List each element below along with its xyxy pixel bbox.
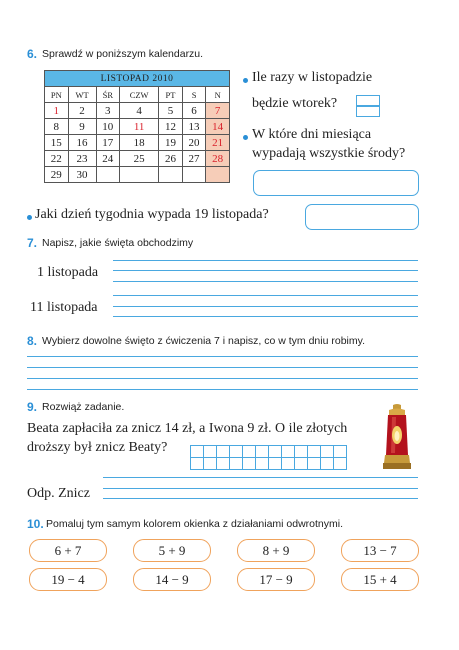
calendar-day: 7 xyxy=(206,103,230,119)
calendar-title: LISTOPAD 2010 xyxy=(45,71,230,87)
calendar-day: 22 xyxy=(45,151,69,167)
answer-field-day-of-week[interactable] xyxy=(305,204,419,230)
question-tuesdays-line2: będzie wtorek? xyxy=(252,96,338,111)
calendar-header-sun: N xyxy=(206,87,230,103)
task-10-number: 10. xyxy=(27,517,44,531)
calendar-day: 1 xyxy=(45,103,69,119)
calendar-day: 20 xyxy=(182,135,206,151)
operation-pill[interactable]: 14 − 9 xyxy=(133,568,211,591)
operation-pill[interactable]: 19 − 4 xyxy=(29,568,107,591)
calendar-header-sat: S xyxy=(182,87,206,103)
calendar-day: 25 xyxy=(120,151,159,167)
calendar-header-mon: PN xyxy=(45,87,69,103)
calculation-grid[interactable] xyxy=(190,445,347,470)
calendar-header-wed: ŚR xyxy=(96,87,120,103)
word-problem-line1: Beata zapłaciła za znicz 14 zł, a Iwona 9 zł. O ile złotych xyxy=(27,421,348,436)
calendar-day: 26 xyxy=(159,151,183,167)
answer-line[interactable] xyxy=(27,367,418,368)
calendar-day: 17 xyxy=(96,135,120,151)
calendar-day: 28 xyxy=(206,151,230,167)
task-8-instruction: Wybierz dowolne święto z ćwiczenia 7 i napisz, co w tym dniu robimy. xyxy=(42,335,365,347)
answer-line[interactable] xyxy=(27,378,418,379)
calendar-day: 9 xyxy=(68,119,96,135)
calendar-day: 29 xyxy=(45,167,69,183)
bullet-icon xyxy=(243,135,248,140)
bullet-icon xyxy=(243,78,248,83)
calendar-day: 12 xyxy=(159,119,183,135)
calendar-header-thu: CZW xyxy=(120,87,159,103)
task-6-number: 6. xyxy=(27,47,38,61)
answer-line[interactable] xyxy=(27,389,418,390)
grave-candle-icon xyxy=(382,403,412,473)
task-8-number: 8. xyxy=(27,334,38,348)
bullet-icon xyxy=(27,215,32,220)
question-day-of-week: Jaki dzień tygodnia wypada 19 listopada? xyxy=(35,207,269,222)
calendar-day: 27 xyxy=(182,151,206,167)
calendar-day: 14 xyxy=(206,119,230,135)
word-problem-line2: droższy był znicz Beaty? xyxy=(27,440,168,455)
calendar-day: 3 xyxy=(96,103,120,119)
calendar-header-tue: WT xyxy=(68,87,96,103)
operation-pill[interactable]: 13 − 7 xyxy=(341,539,419,562)
calendar-day: 30 xyxy=(68,167,96,183)
calendar-day: 15 xyxy=(45,135,69,151)
answer-field-wednesdays[interactable] xyxy=(253,170,419,196)
answer-box-tuesdays[interactable] xyxy=(356,95,380,117)
operation-pill[interactable]: 15 + 4 xyxy=(341,568,419,591)
holiday-label-nov11: 11 listopada xyxy=(30,300,98,315)
answer-line[interactable] xyxy=(113,295,418,296)
question-wednesdays-line2: wypadają wszystkie środy? xyxy=(252,146,406,161)
calendar-day: 11 xyxy=(120,119,159,135)
answer-line[interactable] xyxy=(103,498,418,499)
calendar-day: 5 xyxy=(159,103,183,119)
answer-label: Odp. Znicz xyxy=(27,486,90,501)
calendar-day: 2 xyxy=(68,103,96,119)
calendar-day: 10 xyxy=(96,119,120,135)
calendar-day xyxy=(96,167,120,183)
calendar-day: 19 xyxy=(159,135,183,151)
calendar-header-fri: PT xyxy=(159,87,183,103)
task-10-instruction: Pomaluj tym samym kolorem okienka z działaniami odwrotnymi. xyxy=(46,518,344,530)
task-9-instruction: Rozwiąż zadanie. xyxy=(42,401,125,413)
answer-line[interactable] xyxy=(103,477,418,478)
calendar-day: 16 xyxy=(68,135,96,151)
answer-box-divider xyxy=(357,105,379,107)
calendar-day: 13 xyxy=(182,119,206,135)
calendar-day xyxy=(159,167,183,183)
calendar-november-2010 xyxy=(44,70,230,183)
answer-line[interactable] xyxy=(113,260,418,261)
calendar-day: 6 xyxy=(182,103,206,119)
calendar-day xyxy=(182,167,206,183)
answer-line[interactable] xyxy=(27,356,418,357)
holiday-label-nov1: 1 listopada xyxy=(37,265,99,280)
answer-line[interactable] xyxy=(113,270,418,271)
answer-line[interactable] xyxy=(113,306,418,307)
operation-pill[interactable]: 17 − 9 xyxy=(237,568,315,591)
operation-pill[interactable]: 8 + 9 xyxy=(237,539,315,562)
operation-pill[interactable]: 6 + 7 xyxy=(29,539,107,562)
calendar-day xyxy=(206,167,230,183)
calendar-day xyxy=(120,167,159,183)
calendar-day: 4 xyxy=(120,103,159,119)
calendar-day: 8 xyxy=(45,119,69,135)
calendar-day: 24 xyxy=(96,151,120,167)
question-wednesdays-line1: W które dni miesiąca xyxy=(252,127,372,142)
task-9-number: 9. xyxy=(27,400,38,414)
answer-line[interactable] xyxy=(113,316,418,317)
task-6-instruction: Sprawdź w poniższym kalendarzu. xyxy=(42,48,204,60)
calendar-day: 23 xyxy=(68,151,96,167)
operation-pill[interactable]: 5 + 9 xyxy=(133,539,211,562)
calendar-day: 18 xyxy=(120,135,159,151)
answer-line[interactable] xyxy=(113,281,418,282)
question-tuesdays-line1: Ile razy w listopadzie xyxy=(252,70,373,85)
answer-line[interactable] xyxy=(103,488,418,489)
calendar-day: 21 xyxy=(206,135,230,151)
task-7-instruction: Napisz, jakie święta obchodzimy xyxy=(42,237,194,249)
task-7-number: 7. xyxy=(27,236,38,250)
